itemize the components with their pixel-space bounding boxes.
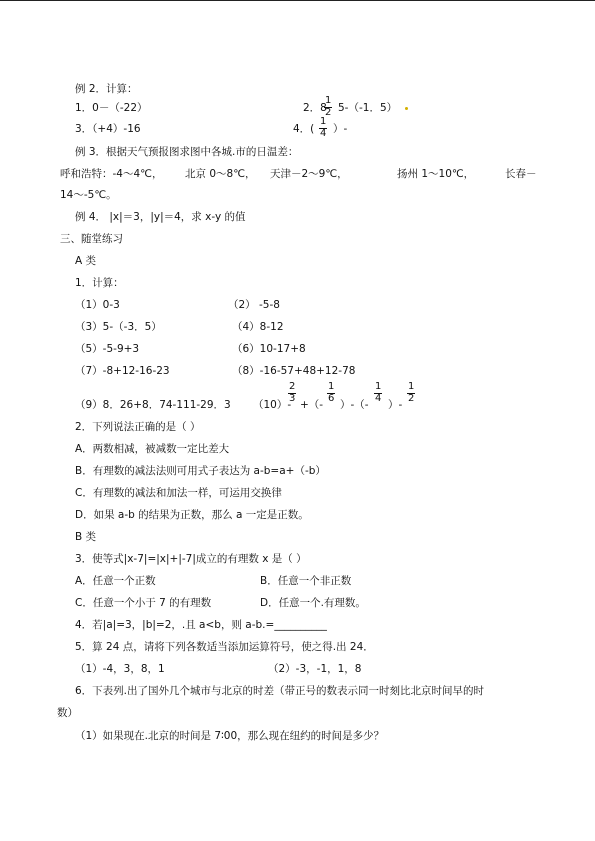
fraction-half <box>324 96 332 118</box>
q2-option-c: C．有理数的减法和加法一样，可运用交换律 <box>75 487 282 499</box>
section-3-title: 三、随堂练习 <box>60 233 123 245</box>
question-5-title: 5．算 24 点，请将下列各数适当添加运算符号，使之得.出 24． <box>75 641 374 653</box>
example-2-problem-4a: 4．( <box>293 123 315 135</box>
q3-option-a: A．任意一个正数 <box>75 575 156 587</box>
q2-option-b: B．有理数的减法法则可用式子表达为 a-b=a+（-b） <box>75 465 326 477</box>
temp-changchun-cont: 14～-5℃。 <box>60 189 117 201</box>
q2-option-a: A．两数相减，被减数一定比差大 <box>75 443 230 455</box>
q1-item-5: （5）-5-9+3 <box>75 343 140 355</box>
q1-item-7: （7）-8+12-16-23 <box>75 365 170 377</box>
example-4: 例 4． |x|＝3，|y|＝4，求 x-y 的值 <box>75 211 246 223</box>
page-top-rule <box>0 0 595 1</box>
q1-item-1: （1）0-3 <box>75 299 120 311</box>
q1-item-10c: ）-（- <box>340 399 369 411</box>
fraction-numerator: 1 <box>375 381 382 392</box>
q5-group-1: （1）-4，3，8，1 <box>75 663 165 675</box>
fraction-denominator: 2 <box>408 392 415 404</box>
fraction-half-2 <box>407 382 415 404</box>
q1-item-8: （8）-16-57+48+12-78 <box>232 365 356 377</box>
q1-item-10b: +（- <box>300 399 324 411</box>
q5-group-2: （2）-3，-1，1，8 <box>268 663 362 675</box>
fraction-denominator: 6 <box>328 392 335 404</box>
q1-item-6: （6）10-17+8 <box>232 343 306 355</box>
fraction-numerator: 1 <box>320 116 327 127</box>
class-a-heading: A 类 <box>75 255 97 267</box>
question-2-title: 2．下列说法正确的是（ ） <box>75 421 201 433</box>
fraction-quarter-2 <box>374 382 382 404</box>
fraction-denominator: 2 <box>325 106 332 118</box>
example-2-problem-2a: 2．8 <box>303 102 327 114</box>
q1-item-3: （3）5-（-3．5） <box>75 321 162 333</box>
question-3-title: 3．使等式|x-7|=|x|+|-7|成立的有理数 x 是（ ） <box>75 553 307 565</box>
question-6-line-1: 6．下表列.出了国外几个城市与北京的时差（带正号的数表示同一时刻比北京时间早的时 <box>75 685 485 697</box>
fraction-denominator: 4 <box>375 392 382 404</box>
fraction-numerator: 2 <box>289 381 296 392</box>
q1-item-4: （4）8-12 <box>232 321 284 333</box>
temp-yangzhou: 扬州 1～10℃， <box>397 168 475 180</box>
fraction-numerator: 1 <box>328 381 335 392</box>
example-2-problem-2b: 5-（-1．5） <box>338 102 398 114</box>
question-1-title: 1．计算： <box>75 277 124 289</box>
fraction-quarter <box>319 117 327 139</box>
fraction-denominator: 3 <box>289 392 296 404</box>
fraction-numerator: 1 <box>325 95 332 106</box>
q3-option-b: B．任意一个非正数 <box>260 575 352 587</box>
fraction-sixth <box>327 382 335 404</box>
fraction-two-thirds <box>288 382 296 404</box>
temp-tianjin: 天津－2～9℃， <box>270 168 348 180</box>
highlight-mark <box>405 107 408 110</box>
q6-subquestion-1: （1）如果现在.北京的时间是 7∶00，那么现在纽约的时间是多少？ <box>75 730 385 742</box>
fraction-numerator: 1 <box>408 381 415 392</box>
temp-changchun: 长春－ <box>505 168 537 180</box>
fraction-denominator: 4 <box>320 127 327 139</box>
example-2-title: 例 2．计算： <box>75 83 138 95</box>
question-4: 4．若|a|=3，|b|=2，.且 a<b，则 a-b.=__________ <box>75 619 327 631</box>
example-2-problem-1: 1．0－（-22） <box>75 102 148 114</box>
q2-option-d: D．如果 a-b 的结果为正数，那么 a 一定是正数。 <box>75 509 309 521</box>
q3-option-d: D．任意一个.有理数。 <box>260 597 366 609</box>
example-3-title: 例 3．根据天气预报图求图中各城.市的日温差： <box>75 146 299 158</box>
temp-beijing: 北京 0～8℃， <box>185 168 256 180</box>
q1-item-9: （9）8．26+8．74-111-29．3 <box>75 399 231 411</box>
q3-option-c: C．任意一个小于 7 的有理数 <box>75 597 212 609</box>
q1-item-10a: （10）- <box>253 399 292 411</box>
temp-hohhot: 呼和浩特：-4～4℃， <box>60 168 163 180</box>
class-b-heading: B 类 <box>75 531 97 543</box>
q1-item-2: （2） -5-8 <box>228 299 280 311</box>
example-2-problem-3: 3．（+4）-16 <box>75 123 141 135</box>
q1-item-10d: ）- <box>388 399 403 411</box>
example-2-problem-4b: ）- <box>333 123 348 135</box>
question-6-line-2: 数） <box>57 707 78 719</box>
